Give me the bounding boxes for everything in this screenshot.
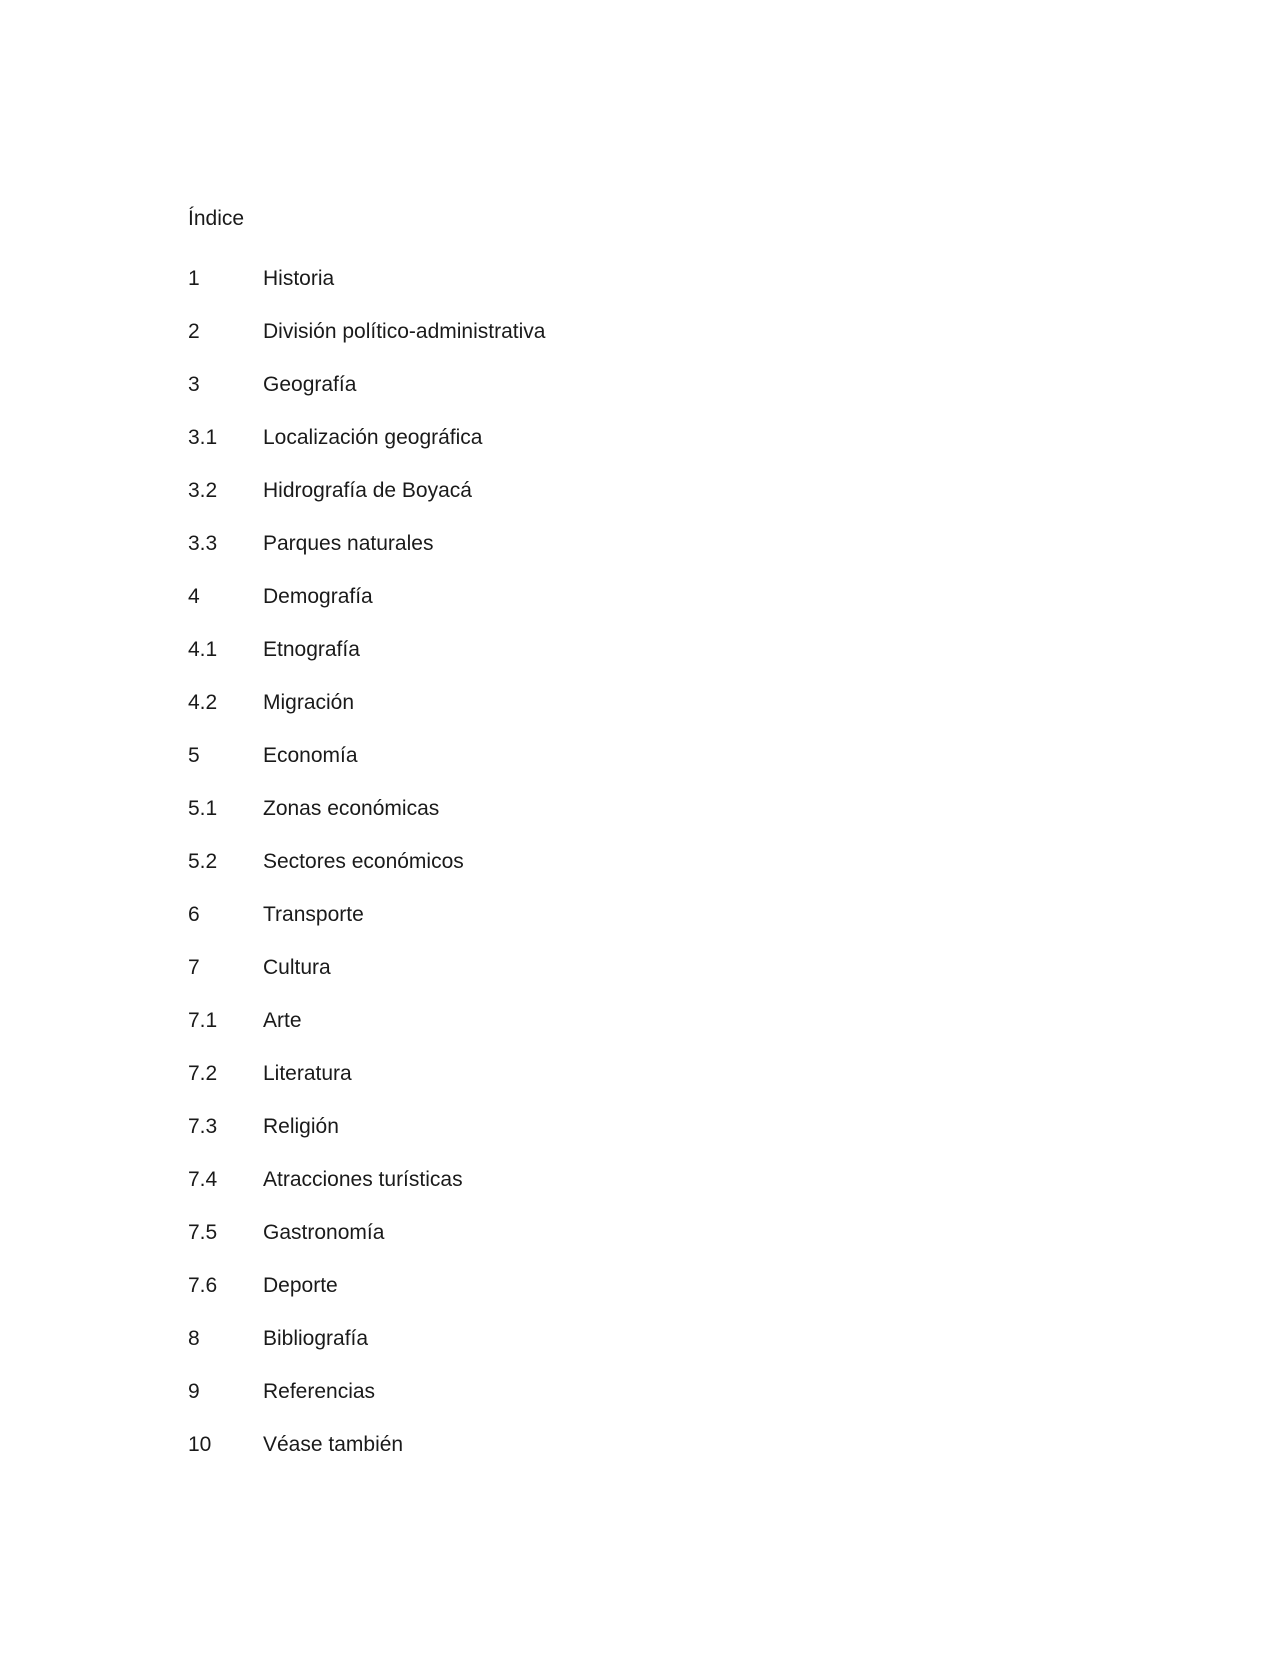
- toc-entry[interactable]: [188, 676, 888, 729]
- toc-entry[interactable]: [188, 517, 888, 570]
- toc-entry-label: Parques naturales: [263, 531, 434, 555]
- toc-entry[interactable]: [188, 358, 888, 411]
- toc-entry-number: 5.1: [188, 796, 218, 820]
- toc-entry-number: 2: [188, 319, 200, 343]
- toc-entry-number: 3.2: [188, 478, 218, 502]
- toc-entry-number: 5.2: [188, 849, 218, 873]
- toc-entry-label: Bibliografía: [263, 1326, 369, 1350]
- toc-entry-label: Gastronomía: [263, 1220, 385, 1244]
- toc-title: Índice: [188, 207, 245, 230]
- toc-entry-number: 7.3: [188, 1114, 218, 1138]
- toc-entry-number: 7.1: [188, 1008, 218, 1032]
- toc-entry-number: 9: [188, 1379, 200, 1403]
- toc-entry[interactable]: [188, 782, 888, 835]
- toc-entry-number: 4: [188, 584, 200, 608]
- toc-entry-label: Referencias: [263, 1379, 376, 1403]
- toc-entry-number: 8: [188, 1326, 200, 1350]
- toc-entry[interactable]: [188, 729, 888, 782]
- toc-entry-number: 7.2: [188, 1061, 218, 1085]
- toc-entry[interactable]: [188, 623, 888, 676]
- toc-entry-label: Atracciones turísticas: [263, 1167, 463, 1191]
- toc-entry-number: 1: [188, 266, 200, 290]
- toc-entry-number: 7.6: [188, 1273, 218, 1297]
- toc-entry-label: Historia: [263, 266, 335, 290]
- toc-entry-number: 4.1: [188, 637, 218, 661]
- toc-entry[interactable]: [188, 1259, 888, 1312]
- toc-entry[interactable]: [188, 1206, 888, 1259]
- toc-entry-number: 3.3: [188, 531, 218, 555]
- toc-entry-label: Hidrografía de Boyacá: [263, 478, 472, 502]
- toc-entry-label: Migración: [263, 690, 355, 714]
- toc-entry[interactable]: [188, 994, 888, 1047]
- toc-entry-number: 10: [188, 1432, 212, 1456]
- toc-entry-label: Cultura: [263, 955, 331, 979]
- toc-entry-label: Religión: [263, 1114, 339, 1138]
- toc-entry[interactable]: [188, 888, 888, 941]
- toc-entry-label: Localización geográfica: [263, 425, 483, 449]
- toc-entry-label: Sectores económicos: [263, 849, 464, 873]
- toc-entry[interactable]: [188, 1100, 888, 1153]
- toc-entry[interactable]: [188, 1047, 888, 1100]
- toc-entry-label: Etnografía: [263, 637, 360, 661]
- toc-entry-number: 7.5: [188, 1220, 218, 1244]
- toc-entry-label: Arte: [263, 1008, 302, 1032]
- table-of-contents: [188, 199, 888, 1471]
- toc-entry-number: 7.4: [188, 1167, 218, 1191]
- toc-entry-number: 5: [188, 743, 200, 767]
- toc-entry-label: División político-administrativa: [263, 319, 546, 343]
- toc-entry-label: Geografía: [263, 372, 357, 396]
- toc-entry[interactable]: [188, 1312, 888, 1365]
- toc-entry[interactable]: [188, 305, 888, 358]
- toc-entry-label: Zonas económicas: [263, 796, 440, 820]
- toc-entry-label: Transporte: [263, 902, 364, 926]
- toc-entry[interactable]: [188, 835, 888, 888]
- toc-entry[interactable]: [188, 1153, 888, 1206]
- toc-entry-number: 3.1: [188, 425, 218, 449]
- toc-entry-label: Deporte: [263, 1273, 338, 1297]
- toc-entry-number: 3: [188, 372, 200, 396]
- toc-entry[interactable]: [188, 941, 888, 994]
- toc-entry[interactable]: [188, 570, 888, 623]
- toc-entry-label: Literatura: [263, 1061, 352, 1085]
- toc-entry[interactable]: [188, 252, 888, 305]
- toc-entry-label: Economía: [263, 743, 358, 767]
- toc-entry-number: 7: [188, 955, 200, 979]
- toc-entry[interactable]: [188, 464, 888, 517]
- toc-entry-label: Demografía: [263, 584, 373, 608]
- toc-entry-number: 4.2: [188, 690, 218, 714]
- toc-entry[interactable]: [188, 1365, 888, 1418]
- toc-entry[interactable]: [188, 1418, 888, 1471]
- toc-list: [188, 252, 888, 1471]
- toc-entry-number: 6: [188, 902, 200, 926]
- toc-entry-label: Véase también: [263, 1432, 404, 1456]
- toc-entry[interactable]: [188, 411, 888, 464]
